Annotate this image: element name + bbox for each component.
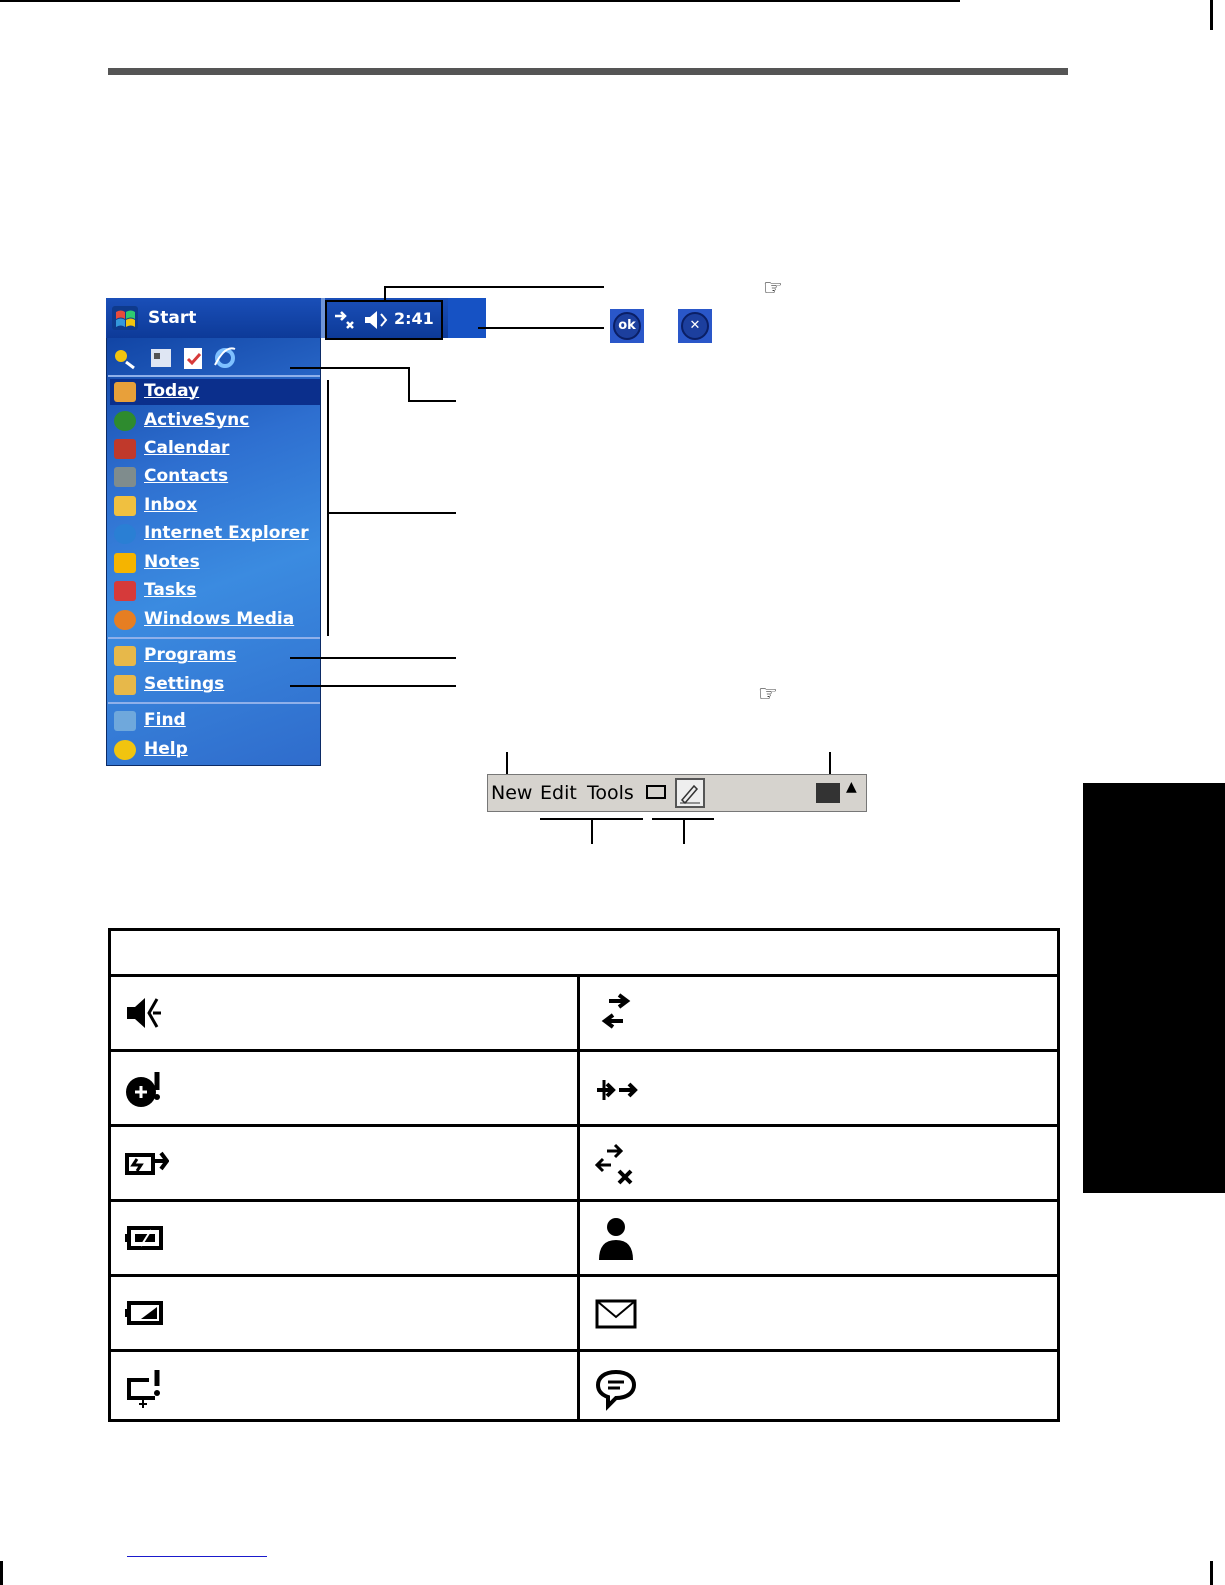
new-email-icon	[593, 1291, 639, 1337]
menu-item-inbox[interactable]	[110, 493, 320, 519]
menu-tools[interactable]: Tools	[587, 782, 634, 804]
table-row	[111, 977, 1057, 1052]
contacts-icon	[114, 467, 136, 487]
menu-item-activesync[interactable]	[110, 408, 320, 434]
close-button[interactable]: ✕	[681, 312, 709, 340]
start-label[interactable]: Start	[148, 308, 197, 328]
menu-item-label: ActiveSync	[144, 410, 250, 430]
callout-bracket	[327, 380, 329, 636]
calendar-icon	[114, 439, 136, 459]
callout-line	[478, 327, 604, 329]
help-icon	[114, 740, 136, 760]
table-header	[111, 931, 1057, 977]
table-row	[111, 1052, 1057, 1127]
callout-line	[408, 367, 410, 401]
internet-explorer-icon	[114, 524, 136, 544]
callout-line	[384, 286, 604, 288]
callout-line	[829, 752, 831, 776]
ok-button[interactable]: ok	[613, 312, 641, 340]
menu-item-calendar[interactable]	[110, 436, 320, 462]
recognizer-icon[interactable]	[646, 785, 666, 799]
crop-mark	[1210, 0, 1213, 30]
recent-programs-row	[108, 342, 320, 374]
menu-item-label: Today	[144, 381, 200, 401]
battery-critical-icon	[123, 1366, 169, 1412]
menu-item-label: Inbox	[144, 495, 198, 515]
pen-icon	[677, 780, 703, 806]
callout-line	[591, 818, 593, 844]
crop-mark	[0, 1561, 3, 1585]
input-selector-arrow-icon[interactable]: ▲	[846, 779, 857, 795]
find-icon	[114, 711, 136, 731]
menu-item-programs[interactable]	[110, 643, 320, 669]
settings-folder-icon	[114, 675, 136, 695]
menu-item-help[interactable]	[110, 737, 320, 763]
pointing-hand-icon: ☞	[763, 276, 783, 301]
input-panel-icon[interactable]	[816, 783, 840, 803]
menu-item-notes[interactable]	[110, 550, 320, 576]
windows-flag-icon[interactable]	[110, 304, 140, 332]
footer-link[interactable]	[127, 1556, 267, 1557]
connection-active-icon	[593, 1066, 639, 1112]
callout-line	[290, 657, 456, 659]
callout-line	[408, 400, 456, 402]
user-icon	[593, 1216, 639, 1262]
crop-mark	[1210, 1561, 1213, 1585]
menu-item-label: Notes	[144, 552, 200, 572]
callout-line	[290, 367, 410, 369]
pen-button[interactable]	[675, 778, 705, 808]
menu-item-windows-media[interactable]	[110, 607, 320, 633]
contacts-icon[interactable]	[148, 346, 174, 370]
tasks-icon[interactable]	[182, 345, 204, 371]
menu-item-find[interactable]	[110, 708, 320, 734]
menu-item-label: Tasks	[144, 580, 197, 600]
callout-line	[683, 818, 685, 844]
menu-item-settings[interactable]	[110, 672, 320, 698]
callout-line	[329, 512, 456, 514]
battery-very-low-icon	[123, 1291, 169, 1337]
programs-folder-icon	[114, 646, 136, 666]
menu-item-label: Find	[144, 710, 186, 730]
menu-divider	[108, 375, 320, 377]
instant-message-icon	[593, 1366, 639, 1412]
menu-divider	[108, 702, 320, 704]
footer-rule	[0, 0, 960, 2]
menu-item-internet-explorer[interactable]	[110, 521, 320, 547]
menu-item-tasks[interactable]	[110, 578, 320, 604]
menu-new[interactable]: New	[491, 782, 533, 804]
windows-media-icon	[114, 610, 136, 630]
menu-item-label: Help	[144, 739, 188, 759]
header-rule	[108, 68, 1068, 75]
menu-item-label: Contacts	[144, 466, 229, 486]
menu-bar	[487, 774, 867, 812]
battery-charging-icon	[123, 1141, 169, 1187]
menu-item-label: Internet Explorer	[144, 523, 309, 543]
menu-divider	[108, 637, 320, 639]
speaker-off-icon	[123, 991, 169, 1037]
menu-item-label: Calendar	[144, 438, 230, 458]
pointing-hand-icon: ☞	[758, 682, 778, 707]
menu-item-contacts[interactable]	[110, 464, 320, 490]
chapter-tab	[1083, 783, 1225, 1193]
inbox-icon	[114, 496, 136, 516]
menu-edit[interactable]: Edit	[540, 782, 577, 804]
table-row	[111, 1202, 1057, 1277]
status-time[interactable]: 2:41	[394, 309, 434, 328]
tasks-icon	[114, 581, 136, 601]
menu-item-label: Windows Media	[144, 609, 295, 629]
status-icons-frame	[325, 300, 443, 340]
today-icon	[114, 382, 136, 402]
sync-arrows-icon	[593, 991, 639, 1037]
callout-line	[290, 685, 456, 687]
main-battery-low-icon	[123, 1066, 169, 1112]
activesync-icon	[114, 411, 136, 431]
callout-line	[506, 752, 508, 776]
table-row	[111, 1277, 1057, 1352]
table-row	[111, 1352, 1057, 1427]
menu-item-label: Programs	[144, 645, 237, 665]
ok-area[interactable]	[448, 298, 486, 338]
connection-inactive-icon	[593, 1141, 639, 1187]
status-icons-table	[108, 928, 1060, 1422]
notes-icon	[114, 553, 136, 573]
today-icon[interactable]	[112, 346, 138, 370]
callout-line	[384, 286, 386, 300]
table-row	[111, 1127, 1057, 1202]
menu-item-today[interactable]	[110, 379, 320, 405]
backup-battery-low-icon	[123, 1216, 169, 1262]
menu-item-label: Settings	[144, 674, 225, 694]
internet-explorer-icon[interactable]	[212, 345, 238, 371]
